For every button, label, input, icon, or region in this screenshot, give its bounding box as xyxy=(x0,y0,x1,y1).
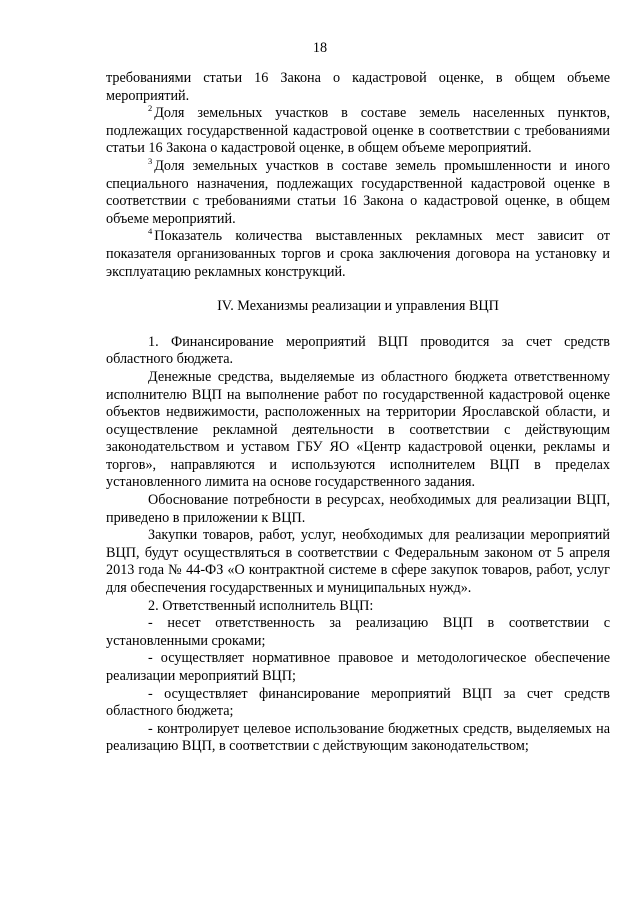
list-item: - осуществляет финансирование мероприятий ВЦП за счет средств областного бюджета; xyxy=(106,685,610,720)
paragraph-resources: Обоснование потребности в ресурсах, необходимых для реализации ВЦП, приведено в приложении к ВЦП. xyxy=(106,492,610,526)
paragraph-funds: Денежные средства, выделяемые из областного бюджета ответственному исполнителю ВЦП на выполнение работ по государственной кадастровой оценке объектов недвижимости, расположенных на территории Ярославской области, и осуществление рекламной деятельности в соответствии с действующим законодательством и уставом ГБУ ЯО «Центр кадастровой оценки, рекламы и торгов», направляются и используются исполнителем ВЦП в пределах установленного лимита на основе государственного задания. xyxy=(106,368,610,491)
footnote-2 xyxy=(106,105,610,158)
section-heading: IV. Механизмы реализации и управления ВЦП xyxy=(217,298,499,315)
list-item: - несет ответственность за реализацию ВЦП в соответствии с установленными сроками; xyxy=(106,615,610,649)
list-item: - осуществляет нормативное правовое и методологическое обеспечение реализации мероприятий ВЦП; xyxy=(106,650,610,684)
page-number: 18 xyxy=(312,40,328,56)
footnote-2-mark: 2 xyxy=(148,103,153,114)
footnote-3-mark: 3 xyxy=(148,155,153,166)
list-item: - контролирует целевое использование бюджетных средств, выделяемых на реализацию ВЦП, в соответствии с действующим законодательством; xyxy=(106,720,610,755)
footnote-2-text: Доля земельных участков в составе земель населенных пунктов, подлежащих государственной кадастровой оценке в соответствии с требованиями статьи 16 Закона о кадастровой оценке, в общем объеме мероприятий. xyxy=(106,105,610,157)
footnote-3-text: Доля земельных участков в составе земель промышленности и иного специального назначения, подлежащих государственной кадастровой оценке в соответствии с требованиями статьи 16 Закона о кадастровой оценке, в общем объеме мероприятий. xyxy=(106,157,610,227)
footnote-4-mark: 4 xyxy=(148,226,153,237)
page-content xyxy=(106,70,610,756)
footnote-4-text: Показатель количества выставленных рекламных мест зависит от показателя организованных торгов и срока заключения договора на установку и эксплуатацию рекламных конструкций. xyxy=(106,228,610,280)
paragraph-financing: 1. Финансирование мероприятий ВЦП проводится за счет средств областного бюджета. xyxy=(106,333,610,368)
paragraph-procurement: Закупки товаров, работ, услуг, необходимых для реализации мероприятий ВЦП, будут осуществляться в соответствии с Федеральным законом от 5 апреля 2013 года № 44-ФЗ «О контрактной системе в сфере закупок товаров, работ, услуг для обеспечения государственных и муниципальных нужд». xyxy=(106,527,610,597)
paragraph-executor: 2. Ответственный исполнитель ВЦП: xyxy=(148,597,374,614)
footnote-3 xyxy=(106,155,610,228)
paragraph-continuation: требованиями статьи 16 Закона о кадастровой оценке, в общем объеме мероприятий. xyxy=(106,70,610,104)
footnote-4 xyxy=(106,228,610,281)
